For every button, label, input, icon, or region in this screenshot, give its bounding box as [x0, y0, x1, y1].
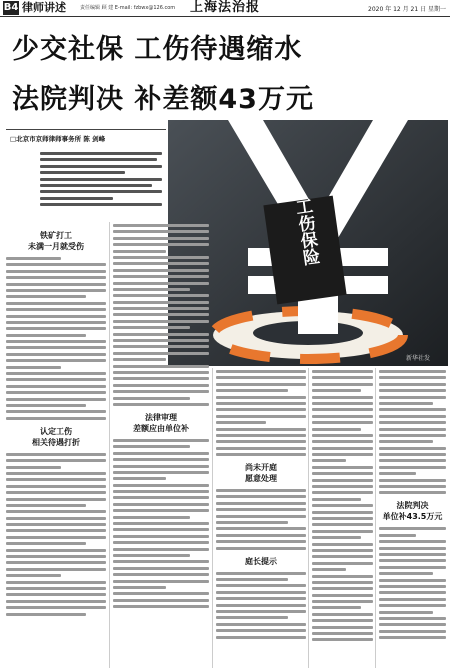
text-line — [113, 307, 209, 310]
text-line — [312, 523, 373, 526]
text-line — [312, 536, 361, 539]
text-line — [6, 315, 106, 318]
text-line — [113, 333, 209, 336]
text-line — [216, 389, 288, 392]
text-line — [379, 396, 446, 399]
text-line — [6, 510, 106, 513]
text-line — [216, 578, 288, 581]
text-line — [6, 542, 86, 545]
text-line — [216, 623, 306, 626]
text-line — [312, 485, 373, 488]
text-line — [216, 502, 306, 505]
text-line — [312, 472, 373, 475]
intro-paragraph — [40, 152, 162, 214]
text-line — [312, 408, 373, 411]
text-line — [312, 511, 373, 514]
text-line — [113, 288, 190, 291]
text-line — [312, 517, 373, 520]
text-line — [113, 275, 209, 278]
text-line — [379, 402, 433, 405]
text-line — [216, 428, 306, 431]
text-line — [312, 549, 373, 552]
text-line — [113, 541, 209, 544]
subhead-b1-line2: 差额应由单位补 — [133, 423, 189, 433]
text-line — [6, 593, 106, 596]
text-line — [6, 276, 106, 279]
insurance-illustration — [168, 120, 448, 366]
text-line — [216, 521, 288, 524]
text-line — [312, 466, 373, 469]
text-line — [113, 403, 209, 406]
text-line — [379, 547, 446, 550]
text-line — [113, 224, 209, 227]
text-line — [216, 508, 306, 511]
text-line — [216, 415, 306, 418]
text-line — [216, 534, 306, 537]
column-e — [379, 370, 446, 642]
text-line — [113, 439, 209, 442]
text-line — [312, 402, 373, 405]
text-line — [6, 295, 86, 298]
divider — [6, 129, 166, 130]
text-line — [312, 428, 361, 431]
text-line — [113, 535, 209, 538]
text-line — [216, 434, 306, 437]
text-line — [216, 527, 306, 530]
subhead-a2 — [6, 426, 106, 448]
text-line — [6, 289, 106, 292]
text-line — [216, 636, 306, 639]
text-line — [379, 598, 446, 601]
text-line — [6, 498, 106, 501]
text-line — [312, 440, 373, 443]
text-line — [113, 339, 209, 342]
photo-credit: 新华社发 — [405, 355, 430, 362]
text-line — [113, 490, 209, 493]
text-line — [6, 485, 106, 488]
text-line — [216, 440, 306, 443]
text-line — [379, 389, 446, 392]
text-line — [113, 567, 209, 570]
text-line — [312, 396, 373, 399]
text-line — [6, 478, 106, 481]
text-line — [312, 376, 373, 379]
text-line — [6, 372, 106, 375]
text-line — [216, 515, 306, 518]
text-line — [6, 466, 61, 469]
text-line — [113, 503, 209, 506]
subhead-a1-line2: 未满一月就受伤 — [28, 242, 84, 251]
text-line — [113, 358, 166, 361]
text-line — [6, 327, 106, 330]
subhead-e1-line2: 单位补43.5万元 — [382, 512, 443, 522]
text-line — [113, 580, 209, 583]
text-line — [6, 574, 61, 577]
subhead-a2-line2: 相关待遇打折 — [32, 437, 80, 447]
text-line — [216, 370, 306, 373]
text-line — [6, 613, 86, 616]
text-line — [6, 568, 106, 571]
section-title: 律师讲述 — [22, 1, 66, 14]
text-line — [6, 378, 106, 381]
page-header — [0, 0, 450, 17]
text-line — [6, 417, 106, 420]
text-line — [113, 484, 209, 487]
text-line — [379, 415, 446, 418]
text-line — [6, 459, 106, 462]
text-line — [113, 477, 166, 480]
text-line — [379, 572, 433, 575]
text-line — [113, 516, 190, 519]
text-line — [216, 376, 306, 379]
text-line — [312, 581, 373, 584]
text-line — [379, 383, 446, 386]
text-line — [6, 504, 86, 507]
column-d — [312, 370, 373, 645]
text-line — [6, 385, 106, 388]
text-line — [379, 453, 446, 456]
text-line — [379, 540, 446, 543]
text-line — [312, 370, 373, 373]
text-line — [216, 402, 306, 405]
text-line — [379, 585, 446, 588]
text-line — [312, 600, 373, 603]
text-line — [216, 597, 306, 600]
column-b — [113, 224, 209, 611]
text-line — [312, 562, 373, 565]
text-line — [312, 491, 373, 494]
text-line — [113, 237, 209, 240]
editor-line: 责任编辑 顾 建 E-mail: fzbwx@126.com — [80, 5, 176, 11]
subhead-c1-line1: 尚未开庭 — [245, 463, 277, 473]
text-line — [113, 548, 209, 551]
headline-line-1: 少交社保 工伤待遇缩水 — [12, 34, 303, 65]
text-line — [6, 491, 106, 494]
text-line — [379, 559, 446, 562]
text-line — [113, 471, 209, 474]
text-line — [6, 606, 106, 609]
text-line — [6, 353, 106, 356]
text-line — [113, 243, 209, 246]
text-line — [6, 391, 106, 394]
text-line — [113, 509, 209, 512]
text-line — [6, 561, 106, 564]
text-line — [216, 604, 306, 607]
text-line — [216, 421, 266, 424]
text-line — [113, 377, 209, 380]
text-line — [379, 466, 446, 469]
text-line — [312, 626, 373, 629]
text-line — [379, 566, 446, 569]
text-line — [113, 592, 209, 595]
text-line — [6, 321, 106, 324]
text-line — [379, 408, 446, 411]
text-line — [6, 410, 106, 413]
text-line — [379, 447, 446, 450]
text-line — [379, 611, 433, 614]
text-line — [113, 230, 209, 233]
text-line — [6, 517, 106, 520]
text-line — [379, 434, 446, 437]
text-line — [379, 485, 446, 488]
newspaper-logo: 上海法治报 — [190, 0, 261, 15]
text-line — [216, 540, 306, 543]
text-line — [379, 534, 416, 537]
text-line — [113, 320, 209, 323]
text-line — [379, 553, 446, 556]
text-line — [216, 396, 306, 399]
text-line — [312, 389, 361, 392]
text-line — [312, 555, 373, 558]
text-line — [379, 428, 446, 431]
text-line — [6, 257, 61, 260]
text-line — [312, 421, 373, 424]
text-line — [312, 530, 373, 533]
text-line — [312, 479, 373, 482]
text-line — [312, 453, 373, 456]
text-line — [379, 630, 446, 633]
text-line — [6, 270, 106, 273]
text-line — [113, 282, 209, 285]
text-line — [6, 308, 106, 311]
text-line — [379, 617, 446, 620]
text-line — [216, 572, 306, 575]
text-line — [312, 575, 373, 578]
text-line — [113, 371, 209, 374]
text-line — [312, 434, 373, 437]
text-line — [113, 445, 190, 448]
subhead-c2-line1: 庭长提示 — [245, 556, 277, 566]
text-line — [379, 579, 446, 582]
text-line — [113, 352, 209, 355]
text-line — [216, 408, 306, 411]
text-line — [379, 604, 446, 607]
text-line — [113, 269, 209, 272]
text-line — [6, 302, 106, 305]
text-line — [312, 619, 373, 622]
text-line — [216, 547, 306, 550]
text-line — [379, 376, 446, 379]
text-line — [6, 600, 106, 603]
text-line — [113, 452, 209, 455]
text-line — [6, 398, 106, 401]
text-line — [6, 529, 106, 532]
issue-date: 2020 年 12 月 21 日 星期一 — [368, 6, 446, 13]
text-line — [6, 549, 106, 552]
text-line — [113, 326, 190, 329]
text-line — [216, 629, 306, 632]
text-line — [216, 616, 288, 619]
text-line — [113, 465, 209, 468]
text-line — [6, 523, 106, 526]
text-line — [6, 366, 61, 369]
headline-line-2: 法院判决 补差额43万元 — [12, 84, 314, 115]
text-line — [113, 250, 166, 253]
text-line — [113, 384, 209, 387]
text-line — [6, 346, 106, 349]
text-line — [312, 415, 373, 418]
text-line — [113, 365, 209, 368]
subhead-a1 — [6, 230, 106, 252]
text-line — [379, 370, 446, 373]
text-line — [113, 573, 209, 576]
text-line — [113, 496, 209, 499]
text-line — [6, 404, 86, 407]
subhead-e1-line1: 法院判决 — [396, 501, 429, 511]
subhead-c1-line2: 愿意处理 — [245, 474, 277, 484]
text-line — [312, 504, 373, 507]
text-line — [379, 527, 446, 530]
text-line — [379, 472, 416, 475]
text-line — [113, 522, 209, 525]
text-line — [6, 536, 106, 539]
text-line — [113, 301, 209, 304]
text-line — [113, 397, 190, 400]
text-line — [312, 543, 373, 546]
text-line — [113, 560, 209, 563]
page-number: B4 — [3, 2, 19, 13]
text-line — [379, 479, 446, 482]
text-line — [312, 383, 373, 386]
text-line — [216, 447, 306, 450]
text-line — [113, 458, 209, 461]
text-line — [379, 440, 433, 443]
text-line — [113, 313, 209, 316]
text-line — [113, 256, 209, 259]
subhead-a2-line1: 认定工伤 — [40, 426, 72, 436]
subhead-a1-line1: 铁矿打工 — [40, 231, 72, 240]
text-line — [113, 586, 166, 589]
text-line — [312, 568, 346, 571]
text-line — [6, 472, 106, 475]
text-line — [379, 623, 446, 626]
text-line — [216, 610, 306, 613]
text-line — [312, 632, 373, 635]
text-line — [379, 636, 446, 639]
text-line — [312, 587, 373, 590]
text-line — [216, 495, 306, 498]
text-line — [113, 554, 190, 557]
text-line — [379, 421, 446, 424]
text-line — [113, 262, 209, 265]
subhead-e1 — [379, 500, 446, 522]
text-line — [6, 581, 106, 584]
subhead-c2 — [216, 556, 306, 567]
illustration-photo — [168, 120, 448, 366]
text-line — [216, 591, 306, 594]
text-line — [6, 283, 106, 286]
text-line — [216, 383, 306, 386]
byline: □北京市京师律师事务所 陈 剑峰 — [10, 135, 106, 143]
text-line — [6, 453, 106, 456]
text-line — [216, 453, 306, 456]
text-line — [379, 591, 446, 594]
text-line — [312, 594, 373, 597]
text-line — [216, 489, 306, 492]
text-line — [113, 390, 209, 393]
text-line — [113, 345, 209, 348]
shield-text: 工伤保险 — [290, 196, 321, 267]
text-line — [312, 613, 373, 616]
text-line — [379, 491, 446, 494]
text-line — [312, 498, 361, 501]
text-line — [6, 263, 106, 266]
text-line — [6, 359, 106, 362]
text-line — [312, 447, 373, 450]
text-line — [6, 334, 86, 337]
text-line — [312, 638, 373, 641]
text-line — [113, 528, 209, 531]
text-line — [312, 459, 346, 462]
column-c — [216, 370, 306, 642]
text-line — [6, 587, 106, 590]
text-line — [216, 584, 306, 587]
subhead-c1 — [216, 462, 306, 484]
text-line — [379, 459, 446, 462]
subhead-b1-line1: 法律审理 — [145, 412, 177, 422]
text-line — [6, 340, 106, 343]
text-line — [113, 605, 209, 608]
text-line — [312, 606, 361, 609]
subhead-b1 — [113, 412, 209, 434]
text-line — [113, 294, 209, 297]
text-line — [113, 599, 209, 602]
text-line — [6, 555, 106, 558]
column-a — [6, 224, 106, 619]
